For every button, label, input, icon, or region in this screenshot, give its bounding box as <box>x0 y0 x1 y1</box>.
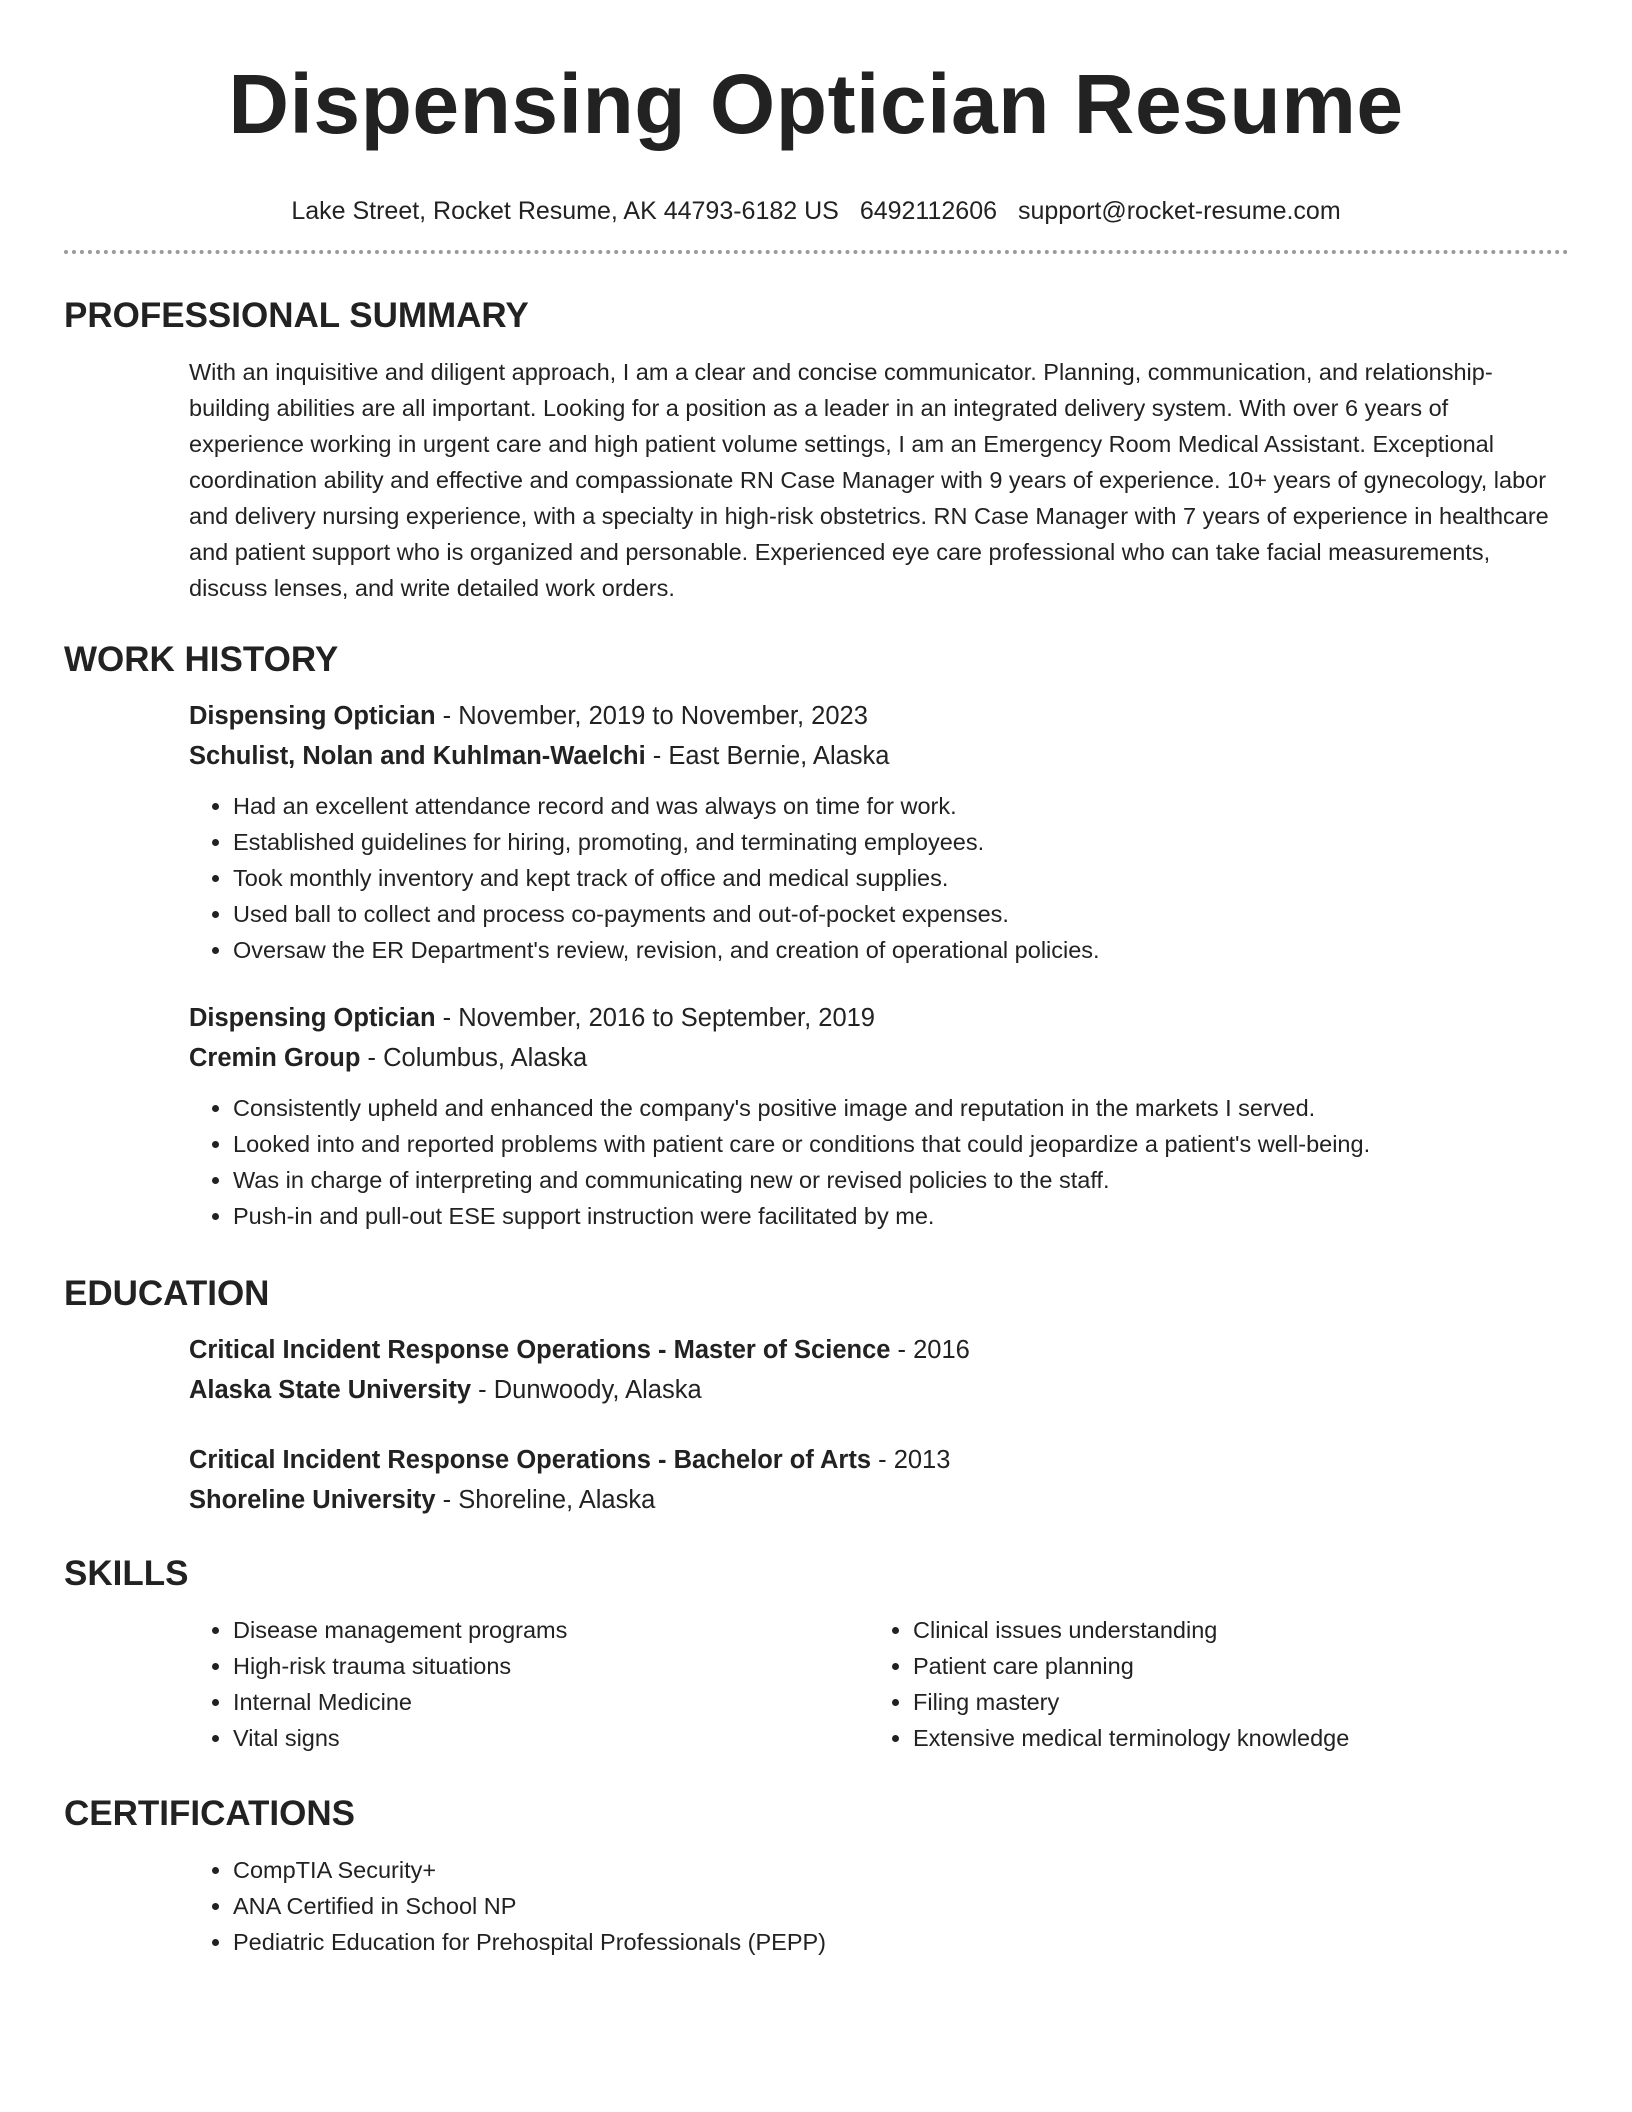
job-title-line <box>189 696 1569 736</box>
list-item: • Vital signs <box>233 1720 869 1756</box>
summary-heading: PROFESSIONAL SUMMARY <box>64 296 529 335</box>
school: Shoreline University <box>189 1486 436 1514</box>
job-location: - East Bernie, Alaska <box>645 742 890 770</box>
page-title: Dispensing Optician Resume <box>228 57 1404 151</box>
list-item: • Clinical issues understanding <box>913 1612 1549 1648</box>
header-divider <box>64 250 1569 254</box>
list-item: • Extensive medical terminology knowledge <box>913 1720 1549 1756</box>
job-bullets <box>189 788 1569 968</box>
skills-list <box>869 1612 1549 1756</box>
job-dates: - November, 2019 to November, 2023 <box>435 702 868 730</box>
degree-year: - 2013 <box>871 1446 951 1474</box>
list-item: • CompTIA Security+ <box>233 1852 1569 1888</box>
education-section <box>64 1272 1569 1550</box>
list-item: • Was in charge of interpreting and communicating new or revised policies to the staff. <box>233 1162 1569 1198</box>
education-heading: EDUCATION <box>64 1274 270 1313</box>
summary-text: With an inquisitive and diligent approach, I am a clear and concise communicator. Planning, communication, and relationship-building abilities are all important. Looking for a position as a leader in an integrated delivery system. With over 6 years of experience working in urgent care and high patient volume settings, I am an Emergency Room Medical Assistant. Exceptional coordination ability and effective and compassionate RN Case Manager with 9 years of experience. 10+ years of gynecology, labor and delivery nursing experience, with a specialty in high-risk obstetrics. RN Case Manager with 7 years of experience in healthcare and patient support who is organized and personable. Experienced eye care professional who can take facial measurements, discuss lenses, and write detailed work orders. <box>189 359 1549 601</box>
school-line <box>189 1480 1569 1520</box>
degree: Critical Incident Response Operations - Bachelor of Arts <box>189 1446 872 1474</box>
job-company-line <box>189 736 1569 776</box>
job-company: Cremin Group <box>189 1044 361 1072</box>
degree-line <box>189 1440 1569 1480</box>
list-item: • Established guidelines for hiring, promoting, and terminating employees. <box>233 824 1569 860</box>
list-item: • Filing mastery <box>913 1684 1549 1720</box>
job-company: Schulist, Nolan and Kuhlman-Waelchi <box>189 742 646 770</box>
job-location: - Columbus, Alaska <box>360 1044 588 1072</box>
list-item: • Patient care planning <box>913 1648 1549 1684</box>
job-role: Dispensing Optician <box>189 1004 436 1032</box>
job-title-line <box>189 998 1569 1038</box>
contact-line <box>0 196 1632 226</box>
job-company-line <box>189 1038 1569 1078</box>
degree-year: - 2016 <box>890 1336 970 1364</box>
skills-column-left <box>189 1612 869 1756</box>
list-item: • High-risk trauma situations <box>233 1648 869 1684</box>
school: Alaska State University <box>189 1376 472 1404</box>
work-history-heading: WORK HISTORY <box>64 640 339 679</box>
list-item: • Oversaw the ER Department's review, revision, and creation of operational policies. <box>233 932 1569 968</box>
skills-grid <box>189 1612 1569 1756</box>
list-item: • Looked into and reported problems with patient care or conditions that could jeopardize a patient's well-being. <box>233 1126 1569 1162</box>
degree-line <box>189 1330 1569 1370</box>
job-role: Dispensing Optician <box>189 702 436 730</box>
summary-section <box>64 294 1569 606</box>
list-item: • Used ball to collect and process co-payments and out-of-pocket expenses. <box>233 896 1569 932</box>
contact-address: Lake Street, Rocket Resume, AK 44793-6182 US <box>291 197 839 225</box>
skills-section <box>64 1552 1569 1756</box>
education-entry <box>189 1440 1569 1520</box>
job-entry <box>189 998 1569 1234</box>
list-item: • Internal Medicine <box>233 1684 869 1720</box>
school-line <box>189 1370 1569 1410</box>
list-item: • Took monthly inventory and kept track of office and medical supplies. <box>233 860 1569 896</box>
certifications-heading: CERTIFICATIONS <box>64 1794 356 1833</box>
list-item: • Had an excellent attendance record and was always on time for work. <box>233 788 1569 824</box>
job-dates: - November, 2016 to September, 2019 <box>435 1004 875 1032</box>
list-item: • ANA Certified in School NP <box>233 1888 1569 1924</box>
resume-header <box>0 0 1632 226</box>
list-item: • Consistently upheld and enhanced the company's positive image and reputation in the markets I served. <box>233 1090 1569 1126</box>
skills-list <box>189 1612 869 1756</box>
certifications-section <box>64 1792 1569 1960</box>
skills-heading: SKILLS <box>64 1554 189 1593</box>
skills-column-right <box>869 1612 1549 1756</box>
list-item: • Push-in and pull-out ESE support instruction were facilitated by me. <box>233 1198 1569 1234</box>
job-bullets <box>189 1090 1569 1234</box>
job-entry <box>189 696 1569 968</box>
contact-email: support@rocket-resume.com <box>1017 197 1341 225</box>
school-location: - Shoreline, Alaska <box>435 1486 656 1514</box>
degree: Critical Incident Response Operations - Master of Science <box>189 1336 891 1364</box>
school-location: - Dunwoody, Alaska <box>471 1376 702 1404</box>
contact-phone: 6492112606 <box>859 197 997 225</box>
education-entry <box>189 1330 1569 1410</box>
list-item: • Disease management programs <box>233 1612 869 1648</box>
work-history-section <box>64 638 1569 1264</box>
certifications-list <box>189 1852 1569 1960</box>
list-item: • Pediatric Education for Prehospital Professionals (PEPP) <box>233 1924 1569 1960</box>
